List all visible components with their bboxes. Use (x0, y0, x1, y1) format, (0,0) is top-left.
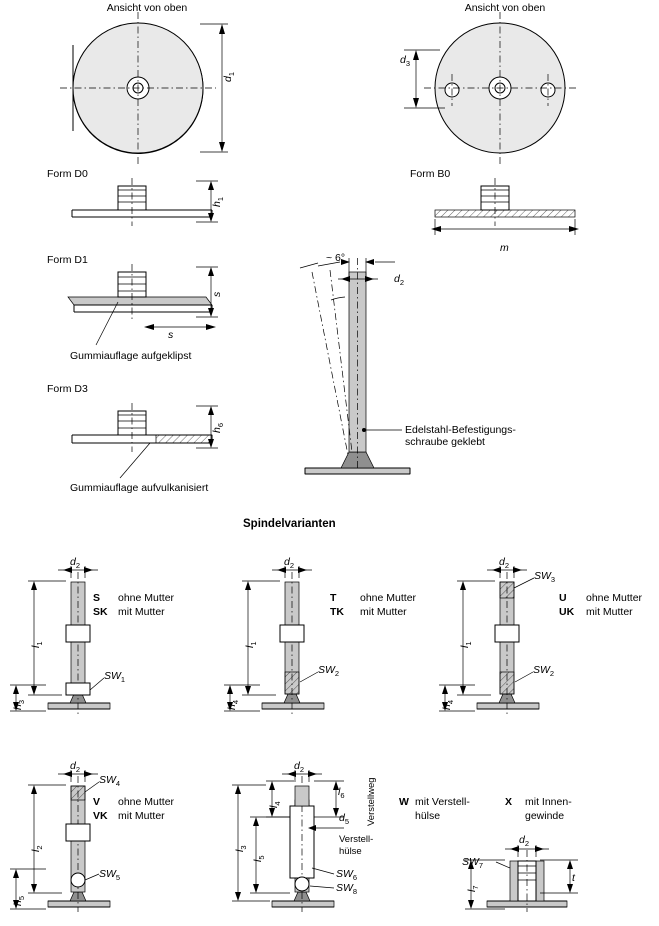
variant-v-wrench-top: $SW_4$ (99, 774, 121, 789)
variant-s-drawing (10, 566, 110, 714)
dim-label-d3: $d_3$ (400, 54, 411, 69)
variant-u-text-1: ohne Mutter (586, 592, 643, 604)
variant-v-code-1: V (93, 796, 101, 808)
dim-label-s-horiz: s (168, 329, 174, 341)
variant-v-drawing (10, 770, 110, 912)
top-view-right-caption: Ansicht von oben (464, 2, 546, 14)
variant-t-wrench: $SW_2$ (318, 664, 340, 679)
dim-label-h6: $h_6$ (211, 422, 226, 433)
tilt-dim-d2: $d_2$ (394, 273, 405, 288)
form-d0-label: Form D0 (47, 168, 88, 180)
variant-w-drawing (232, 770, 344, 912)
dim-label-d1: $d_1$ (222, 71, 237, 82)
variant-t-code-2: TK (330, 606, 344, 618)
variant-x-text-2: gewinde (525, 810, 565, 822)
variant-w-dim-d5: $d_5$ (339, 812, 350, 827)
variant-w-sw8: $SW_8$ (336, 882, 358, 897)
variant-w-verstellhuelse-2: hülse (339, 846, 362, 857)
variant-t-code-1: T (330, 592, 337, 604)
variant-u-drawing (439, 566, 539, 714)
variant-t-dim-l1: $l_1$ (244, 641, 259, 648)
variant-v-dim-d2: $d_2$ (70, 760, 81, 775)
form-d1-label: Form D1 (47, 254, 88, 266)
variant-s-text-2: mit Mutter (118, 606, 165, 618)
variant-u-wrench-top: $SW_3$ (534, 570, 556, 585)
variant-w-verstellweg: Verstellweg (366, 777, 377, 826)
tilt-note-line2: schraube geklebt (405, 436, 485, 448)
form-b0-label: Form B0 (410, 168, 451, 180)
variant-w-text-1: mit Verstell- (415, 796, 470, 808)
tilt-angle-label: ~ 6° (326, 252, 346, 264)
variant-x-text-1: mit Innen- (525, 796, 572, 808)
variant-v-code-2: VK (93, 810, 108, 822)
form-d3-label: Form D3 (47, 383, 88, 395)
variant-t-dim-d2: $d_2$ (284, 556, 295, 571)
variant-x-dim-l7: $l_7$ (466, 885, 481, 892)
variant-s-text-1: ohne Mutter (118, 592, 175, 604)
variant-w-dim-l4: $l_4$ (268, 801, 283, 808)
variant-w-text-2: hülse (415, 810, 441, 822)
variant-t-drawing (224, 566, 324, 714)
variant-v-dim-h5: $h_5$ (12, 895, 27, 906)
section-title: Spindelvarianten (243, 518, 336, 530)
note-d1: Gummiauflage aufgeklipst (70, 350, 192, 362)
variant-v-text-2: mit Mutter (118, 810, 165, 822)
variant-s-dim-h3: $h_3$ (12, 699, 27, 710)
variant-t-text-1: ohne Mutter (360, 592, 417, 604)
variant-x-dim-d2: $d_2$ (519, 834, 530, 849)
variant-u-code-1: U (559, 592, 567, 604)
variant-v-dim-l2: $l_2$ (30, 845, 45, 852)
variant-v-wrench: $SW_5$ (99, 868, 121, 883)
variant-w-dim-l3: $l_3$ (234, 845, 249, 852)
variant-s-dim-l1: $l_1$ (30, 641, 45, 648)
variant-w-code-1: W (399, 796, 409, 808)
variant-v-text-1: ohne Mutter (118, 796, 175, 808)
variant-u-dim-d2: $d_2$ (499, 556, 510, 571)
variant-u-wrench: $SW_2$ (533, 664, 555, 679)
dim-label-m: m (500, 242, 509, 254)
variant-x-code-1: X (505, 796, 513, 808)
variant-t-dim-h4: $h_4$ (226, 699, 241, 710)
variant-s-wrench: $SW_1$ (104, 670, 126, 685)
dim-label-h1: $h_1$ (211, 196, 226, 207)
variant-w-dim-l5: $l_5$ (252, 855, 267, 862)
variant-u-dim-l1: $l_1$ (459, 641, 474, 648)
variant-u-text-2: mit Mutter (586, 606, 633, 618)
variant-t-text-2: mit Mutter (360, 606, 407, 618)
top-view-left-caption: Ansicht von oben (106, 2, 188, 14)
tilt-note-line1: Edelstahl-Befestigungs- (405, 424, 516, 436)
variant-u-code-2: UK (559, 606, 575, 618)
variant-w-verstellhuelse-1: Verstell- (339, 834, 374, 845)
variant-s-dim-d2: $d_2$ (70, 556, 81, 571)
variant-s-code-2: SK (93, 606, 108, 618)
note-d3: Gummiauflage aufvulkanisiert (70, 482, 209, 494)
variant-u-dim-h4: $h_4$ (441, 699, 456, 710)
variant-x-dim-t: t (572, 872, 575, 884)
variant-w-sw6: $SW_6$ (336, 868, 358, 883)
variant-w-dim-d2: $d_2$ (294, 760, 305, 775)
dim-label-s-vert: s (211, 291, 223, 297)
variant-x-wrench: $SW_7$ (462, 856, 484, 871)
variant-w-dim-l6: $l_6$ (338, 786, 345, 801)
variant-s-code-1: S (93, 592, 101, 604)
